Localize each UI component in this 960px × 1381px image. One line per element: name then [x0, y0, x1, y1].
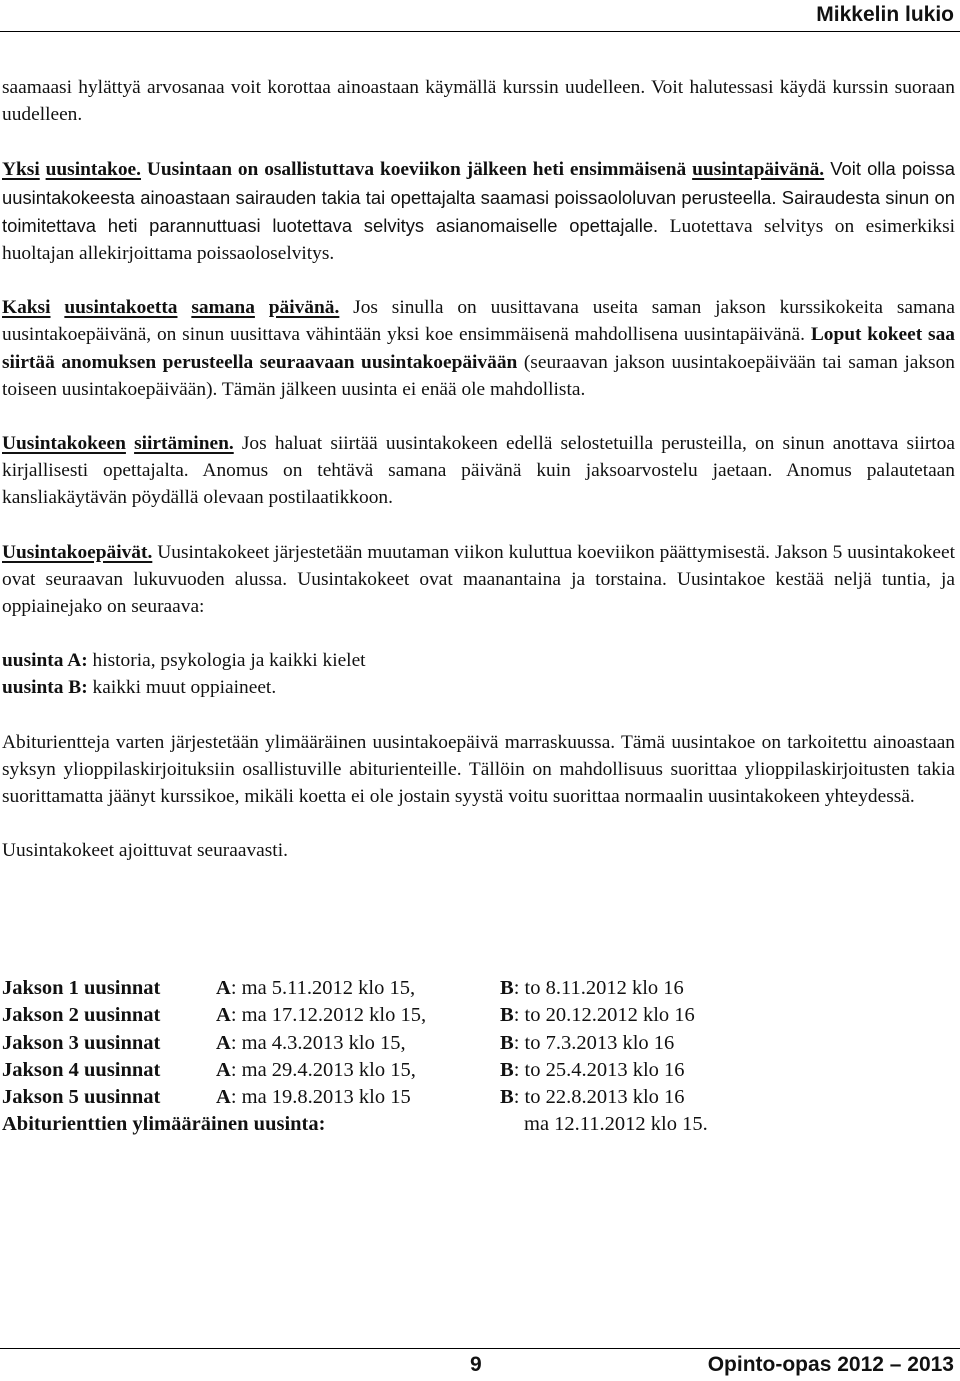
one-retake-absence-text: Voit olla poissa uusintakokeesta ainoastaan sairauden takia tai opettajalta saamasi poissaololuvan perusteella.: [2, 158, 955, 208]
two-retakes-heading-a: Kaksi: [2, 297, 51, 319]
paragraph-abiturients: [2, 729, 955, 811]
two-retakes-heading-c: samana: [191, 297, 255, 319]
transfer-text: Jos haluat siirtää uusintakokeen edellä selostetuilla perusteilla, on sinun anottava siirtoa kirjallisesti opettajalta. Anomus on tehtävä samana päivänä kuin jaksoarvostelu jaetaan. Anomus palautetaan kansliakäytävän pöydällä olevaan postilaatikkoon.: [2, 433, 955, 509]
schedule-a-key: A: [216, 1031, 231, 1054]
schedule-row-a: [216, 1057, 416, 1084]
schedule-row-a: [216, 1002, 426, 1029]
retake-a-label: uusinta A:: [2, 650, 88, 672]
schedule-a-value: : ma 17.12.2012 klo 15,: [230, 1004, 427, 1027]
retake-b-text: kaikki muut oppiaineet.: [87, 677, 277, 699]
two-retakes-heading-b: uusintakoetta: [64, 297, 178, 319]
schedule-row-label: Jakson 4 uusinnat: [2, 1058, 161, 1081]
retake-a-text: historia, psykologia ja kaikki kielet: [87, 650, 366, 672]
schedule-row: [2, 975, 955, 1002]
footer-title: Opinto-opas 2012 – 2013: [707, 1353, 954, 1376]
schedule-b-key: B: [500, 1004, 514, 1027]
paragraph-one-retake: [2, 155, 955, 267]
transfer-heading-a: Uusintakokeen: [2, 433, 126, 455]
schedule-row-label: Jakson 2 uusinnat: [2, 1004, 161, 1027]
header-divider: [0, 31, 960, 32]
schedule-row-b: [500, 1057, 685, 1084]
schedule-b-value: : to 7.3.2013 klo 16: [513, 1031, 675, 1054]
schedule-b-value: : to 25.4.2013 klo 16: [513, 1058, 685, 1081]
transfer-heading-b: siirtäminen.: [134, 433, 234, 455]
schedule-row: [2, 1084, 955, 1111]
paragraph-two-retakes: [2, 294, 955, 403]
page-number: 9: [470, 1353, 482, 1376]
retake-intro-text: saamaasi hylättyä arvosanaa voit korottaa ainoastaan käymällä kurssin uudelleen. Voit halutessasi käydä kurssin suoraan uudelleen.: [2, 77, 955, 126]
footer-divider: [0, 1348, 960, 1349]
schedule-b-value: : to 22.8.2013 klo 16: [513, 1086, 685, 1109]
schedule-row: [2, 1002, 955, 1029]
retake-b-label: uusinta B:: [2, 677, 88, 699]
schedule-a-key: A: [216, 1004, 231, 1027]
document-body: [2, 74, 955, 891]
schedule-b-key: B: [500, 1058, 514, 1081]
retake-b-line: [2, 674, 955, 701]
schedule-row-b: [500, 1002, 695, 1029]
retake-days-heading: Uusintakoepäivät.: [2, 541, 153, 563]
schedule-row-label: Jakson 5 uusinnat: [2, 1086, 161, 1109]
schedule-b-key: B: [500, 1086, 514, 1109]
page-header-title: Mikkelin lukio: [816, 3, 954, 26]
paragraph-retake-days: [2, 539, 955, 621]
schedule-extra-value: ma 12.11.2012 klo 15.: [524, 1113, 708, 1136]
one-retake-report-text: Luotettava selvitys on esimerkiksi huoltajan allekirjoittama poissaoloselvitys.: [2, 215, 956, 265]
two-retakes-closing-text: (seuraavan jakson uusintakoepäivään tai saman jakson toiseen uusintakoepäivään). Tämän jälkeen uusinta ei enää ole mahdollista.: [2, 351, 955, 400]
schedule-a-key: A: [216, 1058, 231, 1081]
retake-a-line: [2, 647, 955, 674]
schedule-a-value: : ma 5.11.2012 klo 15,: [230, 977, 416, 999]
abiturients-text: Abiturientteja varten järjestetään ylimääräinen uusintakoepäivä marraskuussa. Tämä uusintakoe on tarkoitettu ainoastaan syksyn ylioppilaskirjoituksiin osallistuville abiturienteille. Tällöin on mahdollisuus suorittaa ylioppilaskirjoitusten takia suorittamatta jäänyt kurssikoe, mikäli koetta ei ole jostain syystä voitu suorittaa normaalin uusintakokeen yhteydessä.: [2, 731, 955, 808]
schedule-row-b: [500, 975, 684, 1002]
one-retake-illness-text: Sairaudesta sinun on toimitettava heti parannuttuasi luotettava selvitys asianomaiselle opettajalle.: [2, 186, 955, 236]
schedule-b-value: : to 20.12.2012 klo 16: [513, 1004, 695, 1027]
schedule-row-a: [216, 1084, 411, 1111]
one-retake-heading-a: Yksi: [2, 159, 40, 181]
schedule-extra-label: Abiturienttien ylimääräinen uusinta:: [2, 1113, 326, 1136]
schedule-row: [2, 1057, 955, 1084]
schedule-row-label: Jakson 3 uusinnat: [2, 1031, 161, 1054]
one-retake-bold-intro: Uusintaan on osallistuttava koeviikon jälkeen heti ensimmäisenä: [140, 159, 693, 181]
schedule-row: [2, 1030, 955, 1057]
two-retakes-heading-d: päivänä.: [268, 297, 340, 319]
schedule-a-value: : ma 4.3.2013 klo 15,: [230, 1031, 406, 1054]
two-retakes-text: Jos sinulla on uusittavana useita saman jakson kurssikokeita samana uusintakoepäivänä, on sinun uusittava vähintään yksi koe ensimmäisenä mahdollisena uusintapäivänä.: [2, 297, 955, 346]
schedule-b-value: : to 8.11.2012 klo 16: [513, 977, 684, 999]
schedule-a-key: A: [216, 977, 231, 999]
paragraph-transfer: [2, 430, 955, 512]
schedule-a-value: : ma 29.4.2013 klo 15,: [230, 1058, 416, 1081]
schedule-intro-text: Uusintakokeet ajoittuvat seuraavasti.: [2, 840, 288, 862]
paragraph-schedule-intro: [2, 837, 955, 864]
schedule-row-a: [216, 975, 415, 1002]
schedule-b-key: B: [500, 977, 514, 999]
schedule-b-key: B: [500, 1031, 514, 1054]
one-retake-first-day: uusintapäivänä.: [692, 159, 825, 181]
schedule-a-value: : ma 19.8.2013 klo 15: [230, 1086, 411, 1109]
two-retakes-transfer-bold: Loput kokeet saa siirtää anomuksen perusteella seuraavaan uusintakoepäivään: [2, 324, 955, 373]
paragraph-subject-split: [2, 647, 955, 701]
retake-days-text: Uusintakokeet järjestetään muutaman viikon kuluttua koeviikon päättymisestä. Jakson 5 uusintakokeet ovat seuraavan lukuvuoden alussa. Uusintakokeet ovat maanantaina ja torstaina. Uusintakoe kestää neljä tuntia, ja oppiainejako on seuraava:: [2, 541, 955, 618]
paragraph-retake-intro: [2, 74, 955, 128]
schedule-row-b: [500, 1084, 685, 1111]
schedule-row-label: Jakson 1 uusinnat: [2, 977, 161, 999]
schedule-row-a: [216, 1030, 406, 1057]
schedule-row-b: [500, 1030, 674, 1057]
one-retake-heading-b: uusintakoe.: [45, 159, 141, 181]
schedule-extra-row: [2, 1111, 955, 1138]
retake-schedule: [2, 975, 955, 1139]
schedule-a-key: A: [216, 1086, 231, 1109]
